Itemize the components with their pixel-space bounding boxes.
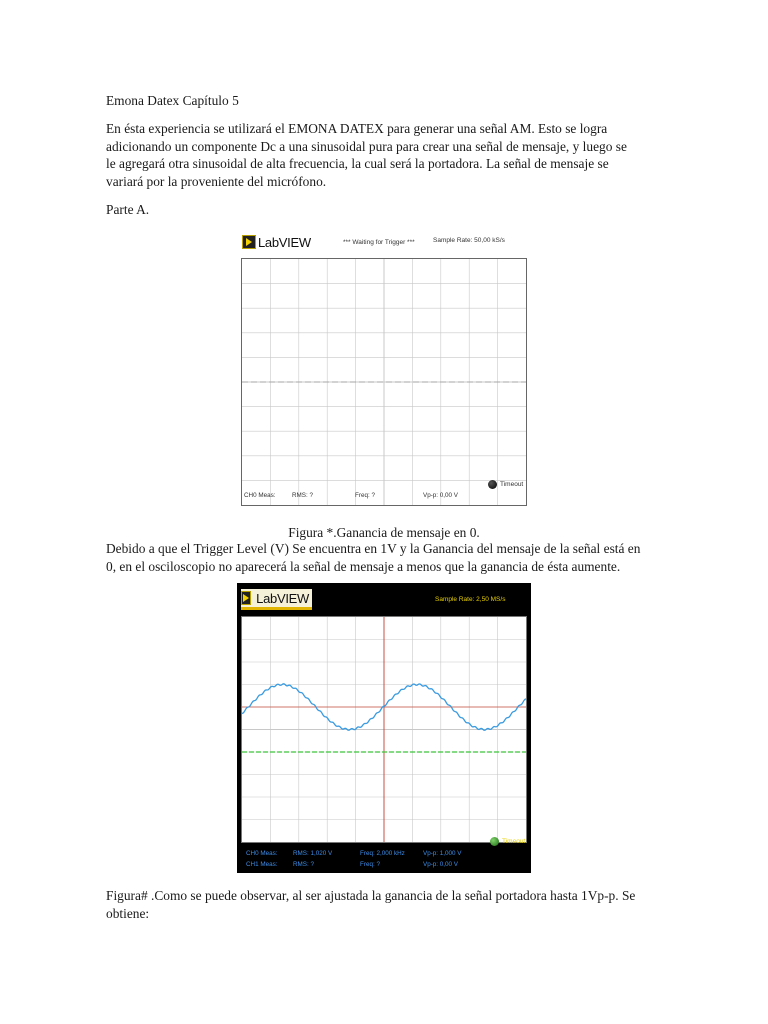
ch0-vpp: Vp-p: 1,000 V — [423, 850, 462, 857]
sample-rate: Sample Rate: 50,00 kS/s — [433, 237, 505, 244]
intro-line: adicionando un componente Dc a una sinusoidal pura para crear una señal de mensaje, y luego se — [106, 138, 627, 154]
intro-line: le agregará otra sinusoidal de alta frecuencia, la cual será la portadora. La señal de mensaje se — [106, 156, 609, 171]
ch1-freq: Freq: ? — [360, 861, 380, 868]
part-heading: Parte A. — [106, 202, 150, 217]
ch0-rms: RMS: ? — [292, 492, 313, 499]
labview-logo-text: LabVIEW — [253, 591, 312, 606]
labview-scope-waiting — [237, 227, 531, 503]
document-heading: Emona Datex Capítulo 5 — [106, 93, 239, 108]
ch0-rms: RMS: 1,020 V — [293, 850, 333, 857]
intro-line: En ésta experiencia se utilizará el EMONA DATEX para generar una señal AM. Esto se logra — [106, 121, 608, 136]
explanation-line: Debido a que el Trigger Level (V) Se encuentra en 1V y la Ganancia del mensaje de la señal está en — [106, 541, 641, 556]
result-line: obtiene: — [106, 905, 150, 921]
labview-logo-icon — [242, 235, 256, 249]
timeout-label: Timeout — [500, 481, 524, 488]
scope2-plot — [241, 616, 527, 843]
labview-scope-sine — [237, 583, 531, 873]
intro-line: variará por la proveniente del micrófono. — [106, 173, 327, 189]
scope2-graticule — [242, 617, 526, 842]
ch1-rms: RMS: ? — [293, 861, 314, 868]
ch0-freq: Freq: 2,000 kHz — [360, 850, 405, 857]
labview-logo-text: LabVIEW — [258, 234, 311, 250]
timeout-indicator — [488, 480, 523, 489]
ch0-meas-label: CH0 Meas: — [246, 850, 278, 857]
labview-logo — [241, 589, 312, 610]
labview-logo — [242, 234, 313, 250]
timeout-indicator — [490, 837, 525, 846]
figure-caption-1: Figura *.Ganancia de mensaje en 0. — [288, 525, 480, 541]
scope1-graticule — [242, 259, 526, 505]
ch1-vpp: Vp-p: 0,00 V — [423, 861, 459, 868]
timeout-led-icon — [488, 480, 497, 489]
ch0-meas-label: CH0 Meas: — [244, 492, 276, 499]
labview-logo-icon — [241, 591, 251, 605]
explanation-line: 0, en el osciloscopio no aparecerá la señal de mensaje a menos que la ganancia de ésta aumente. — [106, 558, 621, 574]
trigger-status: *** Waiting for Trigger *** — [343, 239, 415, 246]
ch0-freq: Freq: ? — [355, 492, 375, 499]
sample-rate: Sample Rate: 2,50 MS/s — [435, 596, 506, 603]
timeout-led-icon — [490, 837, 499, 846]
result-line: Figura# .Como se puede observar, al ser ajustada la ganancia de la señal portadora hasta 1Vp-p. Se — [106, 888, 636, 903]
timeout-label: Timeout — [502, 838, 526, 845]
ch0-vpp: Vp-p: 0,00 V — [423, 492, 459, 499]
scope1-plot — [241, 258, 527, 506]
ch1-meas-label: CH1 Meas: — [246, 861, 278, 868]
